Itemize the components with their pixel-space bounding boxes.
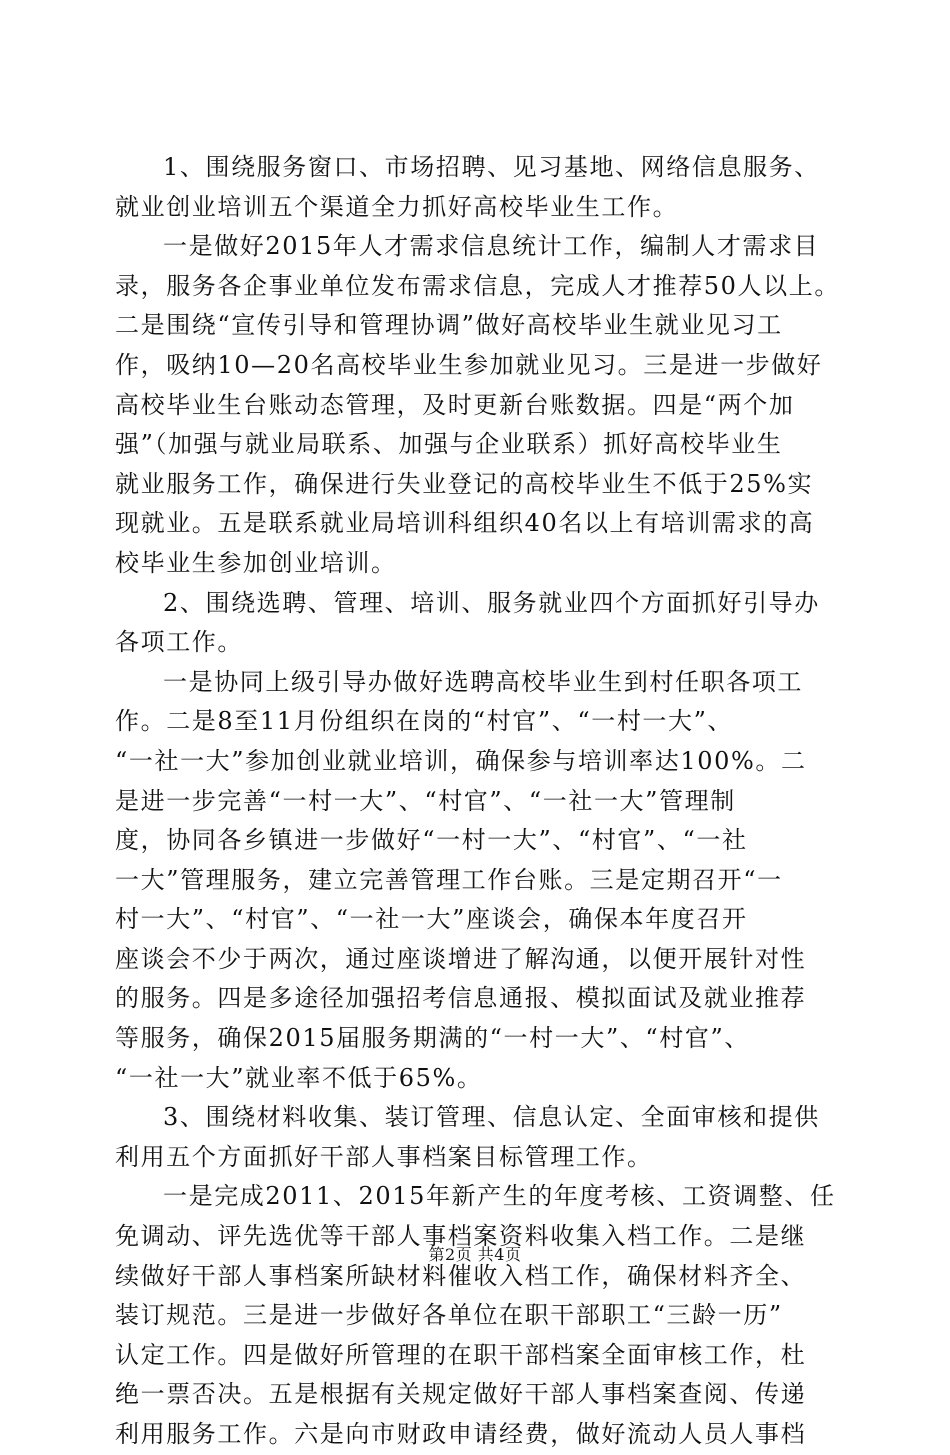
text-line: 认定工作。四是做好所管理的在职干部档案全面审核工作，杜 bbox=[115, 1340, 807, 1369]
text-line: “一社一大”就业率不低于65%。 bbox=[115, 1063, 483, 1092]
text-line: 的服务。四是多途径加强招考信息通报、模拟面试及就业推荐 bbox=[115, 984, 807, 1013]
text-line: 度，协同各乡镇进一步做好“一村一大”、“村官”、“一社 bbox=[115, 826, 748, 855]
text-line: “一社一大”参加创业就业培训，确保参与培训率达100%。二 bbox=[115, 746, 807, 775]
page-footer: 第2页 共4页 bbox=[428, 1245, 522, 1264]
text-line: 座谈会不少于两次，通过座谈增进了解沟通，以便开展针对性 bbox=[115, 944, 807, 973]
text-line: 绝一票否决。五是根据有关规定做好干部人事档案查阅、传递 bbox=[115, 1380, 807, 1409]
text-line: 是进一步完善“一村一大”、“村官”、“一社一大”管理制 bbox=[115, 786, 736, 815]
text-line: 就业创业培训五个渠道全力抓好高校毕业生工作。 bbox=[115, 192, 679, 221]
text-line: 1、围绕服务窗口、市场招聘、见习基地、网络信息服务、 bbox=[163, 153, 820, 181]
text-line: 校毕业生参加创业培训。 bbox=[115, 548, 397, 577]
text-line: 续做好干部人事档案所缺材料催收入档工作，确保材料齐全、 bbox=[115, 1261, 807, 1290]
text-line: 利用五个方面抓好干部人事档案目标管理工作。 bbox=[115, 1142, 653, 1171]
text-line: 强”（加强与就业局联系、加强与企业联系）抓好高校毕业生 bbox=[115, 430, 783, 459]
text-line: 2、围绕选聘、管理、培训、服务就业四个方面抓好引导办 bbox=[163, 588, 820, 617]
text-line: 一大”管理服务，建立完善管理工作台账。三是定期召开“一 bbox=[115, 865, 783, 894]
text-line: 一是做好2015年人才需求信息统计工作，编制人才需求目 bbox=[163, 232, 820, 261]
text-line: 利用服务工作。六是向市财政申请经费，做好流动人员人事档 bbox=[115, 1420, 807, 1448]
text-line: 各项工作。 bbox=[115, 628, 243, 657]
text-line: 一是协同上级引导办做好选聘高校毕业生到村任职各项工 bbox=[163, 667, 803, 696]
text-line: 作。二是8至11月份组织在岗的“村官”、“一村一大”、 bbox=[115, 707, 734, 736]
text-line: 3、围绕材料收集、装订管理、信息认定、全面审核和提供 bbox=[163, 1103, 820, 1132]
text-line: 现就业。五是联系就业局培训科组织40名以上有培训需求的高 bbox=[115, 509, 815, 538]
text-line: 二是围绕“宣传引导和管理协调”做好高校毕业生就业见习工 bbox=[115, 311, 783, 340]
text-line: 装订规范。三是进一步做好各单位在职干部职工“三龄一历” bbox=[115, 1301, 783, 1330]
text-line: 一是完成2011、2015年新产生的年度考核、工资调整、任 bbox=[163, 1182, 836, 1211]
text-line: 高校毕业生台账动态管理，及时更新台账数据。四是“两个加 bbox=[115, 390, 795, 419]
text-line: 免调动、评先选优等干部人事档案资料收集入档工作。二是继 bbox=[115, 1222, 807, 1251]
text-line: 作，吸纳10—20名高校毕业生参加就业见习。三是进一步做好 bbox=[115, 350, 823, 379]
text-line: 录，服务各企事业单位发布需求信息，完成人才推荐50人以上。 bbox=[115, 271, 840, 300]
text-line: 就业服务工作，确保进行失业登记的高校毕业生不低于25%实 bbox=[115, 469, 814, 498]
text-line: 村一大”、“村官”、“一社一大”座谈会，确保本年度召开 bbox=[115, 905, 748, 934]
text-line: 等服务，确保2015届服务期满的“一村一大”、“村官”、 bbox=[115, 1024, 750, 1053]
